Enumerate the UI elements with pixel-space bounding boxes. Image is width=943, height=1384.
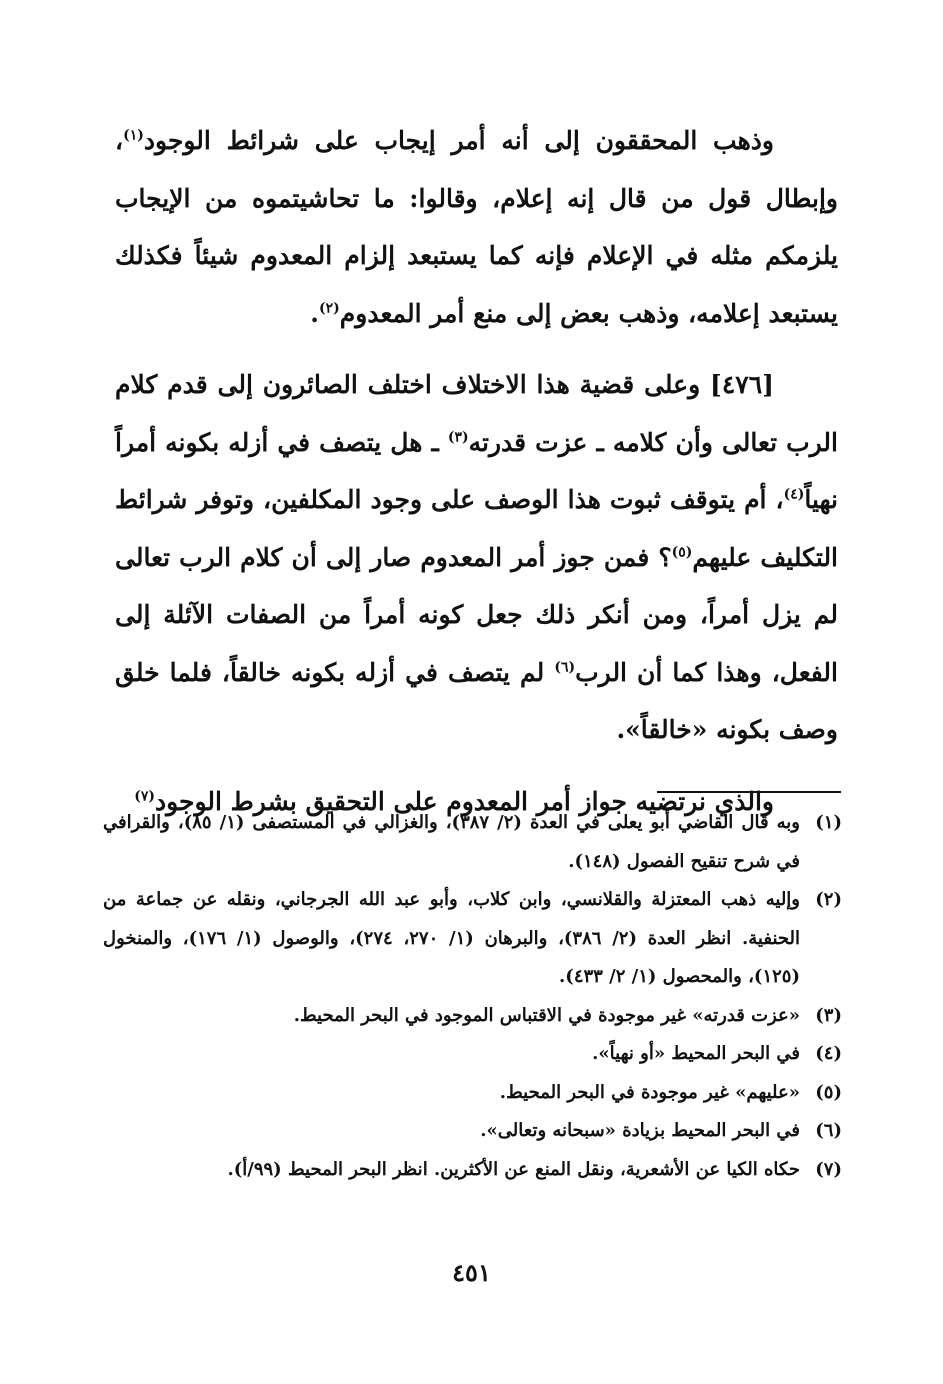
footnote: [103, 997, 842, 1036]
text-run: والذي نرتضيه جواز أمر المعدوم على التحقيق بشرط الوجود: [154, 786, 774, 816]
footnote-reference: (٣): [447, 429, 469, 446]
footnote: [103, 804, 842, 881]
footnote-number: (١): [815, 812, 842, 833]
footnote-reference: (٤): [783, 486, 805, 503]
text-run: ؟ فمن جوز أمر المعدوم صار إلى أن كلام الرب تعالى لم يزل أمراً، ومن أنكر ذلك جعل كونه أمراً من الصفات الآئلة إلى الفعل، وهذا كما أن الرب: [115, 542, 838, 687]
text-run: ـ هل يتصف في أزله بكونه أمراً نهياً: [115, 427, 839, 514]
text-run: ، وإبطال قول من قال إنه إعلام، وقالوا: ما تحاشيتموه من الإيجاب يلزمكم مثله في الإعلام فإنه كما يستبعد إلزام المعدوم شيئاً فكذلك يستبعد إعلامه، وذهب بعض إلى منع أمر المعدوم: [115, 126, 838, 328]
footnote: [103, 1035, 842, 1074]
paragraph: [115, 112, 838, 342]
text-run: وذهب المحققون إلى أنه أمر إيجاب على شرائط الوجود: [143, 126, 774, 155]
paragraph: [115, 356, 838, 759]
text-run: ، أم يتوقف ثبوت هذا الوصف على وجود المكلفين، وتوفر شرائط التكليف عليهم: [115, 485, 839, 572]
footnote-number: (٢): [815, 889, 842, 910]
text-run: .: [310, 298, 319, 328]
footnote-number: (٥): [815, 1081, 842, 1103]
footnotes: [103, 804, 842, 1189]
footnote-number: (٤): [815, 1043, 842, 1064]
footnote: [103, 1151, 842, 1190]
footnote-text: «عزت قدرته» غير موجودة في الاقتباس الموجود في البحر المحيط.: [293, 1004, 800, 1026]
footnote-reference: (١): [123, 127, 144, 144]
text-run: لم يتصف في أزله بكونه خالقاً، فلما خلق وصف بكونه «خالقاً».: [115, 657, 838, 744]
footnote: [103, 1074, 842, 1113]
main-text: [115, 112, 838, 830]
footnote-text: وإليه ذهب المعتزلة والقلانسي، وابن كلاب، وأبو عبد الله الجرجاني، ونقله عن جماعة من الحنفية. انظر العدة (٢/ ٣٨٦)، والبرهان (١/ ٢٧٠، ٢٧٤)، والوصول (١/ ١٧٦)، والمنخول (١٢٥)، والمحصول (١/ ٢/ ٤٣٣).: [103, 889, 800, 987]
footnote-number: (٣): [815, 1004, 842, 1026]
footnote: [103, 1112, 842, 1151]
footnote-text: «عليهم» غير موجودة في البحر المحيط.: [499, 1081, 800, 1103]
footnote-reference: (٥): [671, 544, 693, 561]
footnote-text: في البحر المحيط بزيادة «سبحانه وتعالى».: [480, 1120, 800, 1141]
text-run: [٤٧٦] وعلى قضية هذا الاختلاف اختلف الصائرون إلى قدم كلام الرب تعالى وأن كلامه ـ عزت قدرته: [115, 370, 838, 457]
footnote-reference: (٧): [134, 788, 155, 805]
footnote-number: (٦): [815, 1120, 842, 1141]
page-number: ٤٥١: [452, 1258, 491, 1287]
footnote: [103, 881, 842, 997]
footnote-text: حكاه الكيا عن الأشعرية، ونقل المنع عن الأكثرين. انظر البحر المحيط (٩٩/أ).: [227, 1158, 800, 1180]
footnote-number: (٧): [815, 1158, 842, 1180]
footnote-text: وبه قال القاضي أبو يعلى في العدة (٢/ ٣٨٧)، والغزالي في المستصفى (١/ ٨٥)، والقرافي في شرح تنقيح الفصول (١٤٨).: [103, 812, 800, 872]
footnote-text: في البحر المحيط «أو نهياً».: [592, 1043, 800, 1064]
footnote-separator: [657, 791, 841, 793]
footnote-reference: (٦): [554, 659, 576, 676]
footnote-reference: (٢): [319, 300, 340, 317]
